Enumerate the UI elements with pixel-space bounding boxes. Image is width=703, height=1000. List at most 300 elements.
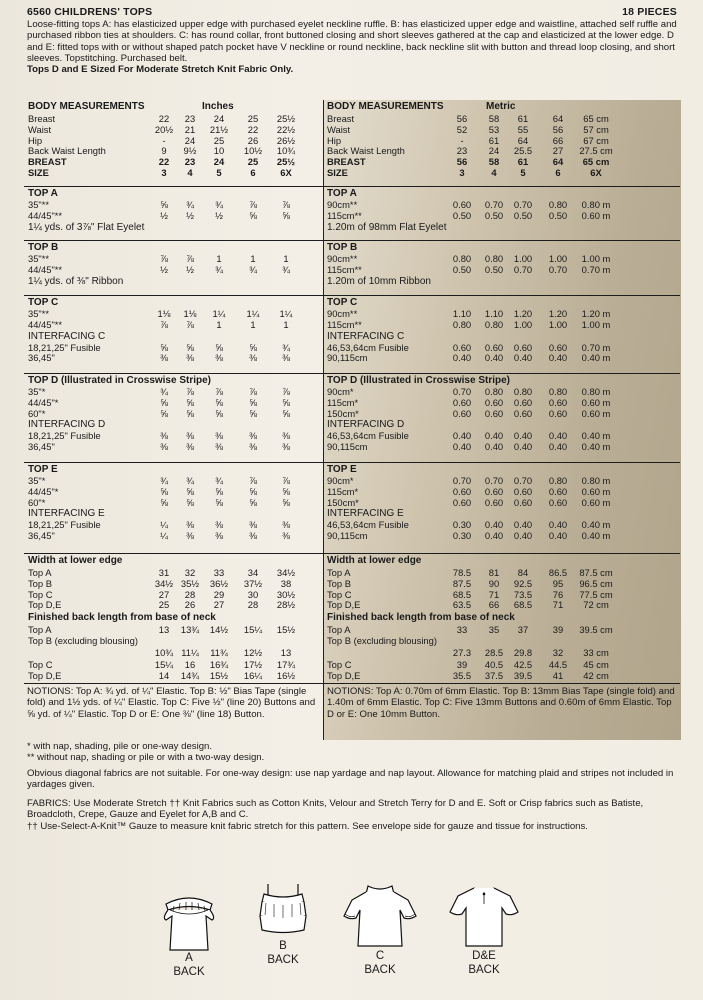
right-section-title: TOP D (Illustrated in Crosswise Stripe) <box>327 375 511 386</box>
row-value: 61 <box>517 113 529 124</box>
row-value: ½ <box>160 209 168 221</box>
row-value: 13 <box>280 647 292 658</box>
row-value: 0.50 <box>548 209 568 221</box>
row-value: ⅜ <box>249 530 257 542</box>
row-value: 16½ <box>276 670 296 681</box>
row-value: 0.80 <box>452 253 472 264</box>
figure-de-view: BACK <box>468 964 500 976</box>
row-value: 16 <box>184 659 196 670</box>
row-value: 28½ <box>276 599 296 611</box>
row-value: 0.70 <box>452 386 472 397</box>
row-label: SIZE <box>28 167 49 178</box>
row-value: ¾ <box>249 263 257 275</box>
right-yardage-row <box>327 475 682 486</box>
row-value: ⅝ <box>282 209 290 221</box>
row-label: 90cm* <box>327 386 354 397</box>
row-value: 90 <box>488 577 500 589</box>
row-value: 13¾ <box>180 624 200 635</box>
row-value: 0.60 <box>548 485 568 497</box>
row-label: Waist <box>327 123 351 135</box>
row-label: 35"** <box>28 308 50 319</box>
row-value: 0.70 m <box>581 263 611 275</box>
row-value: 0.60 <box>548 496 568 508</box>
right-width-title: Width at lower edge <box>327 555 422 566</box>
top-c-back-icon <box>340 880 420 952</box>
figure-b-letter: B <box>279 940 287 952</box>
row-value: 9½ <box>183 145 197 157</box>
left-length-title: Finished back length from base of neck <box>28 612 216 623</box>
row-value: ¼ <box>160 530 168 542</box>
right-interfacing-row <box>327 519 682 530</box>
divider <box>24 462 680 463</box>
row-value: ⅜ <box>160 430 168 442</box>
row-value: ¾ <box>215 199 223 210</box>
pieces-count: 18 PIECES <box>622 6 677 18</box>
row-label: 44/45"** <box>28 263 63 275</box>
row-value: 68.5 <box>513 599 533 611</box>
row-value: 4 <box>491 167 497 178</box>
figure-c-letter: C <box>375 950 385 962</box>
row-value: 0.40 <box>484 530 504 542</box>
row-label: 90,115cm <box>327 352 368 364</box>
row-label: 35"* <box>28 386 46 397</box>
right-width-row <box>327 599 682 610</box>
row-value: 17½ <box>243 659 263 670</box>
row-label: Breast <box>327 113 355 124</box>
row-value: 61 <box>488 134 500 146</box>
row-value: 14 <box>158 670 170 681</box>
top-a-back-icon <box>160 888 218 956</box>
row-value: 21½ <box>209 123 229 135</box>
row-label: 115cm** <box>327 209 362 221</box>
right-width-row <box>327 589 682 600</box>
row-value: 40.5 <box>484 659 504 670</box>
row-value: 0.60 <box>548 407 568 419</box>
row-value: ⅜ <box>186 430 194 442</box>
right-width-row <box>327 567 682 578</box>
row-value: 32 <box>552 647 564 658</box>
row-value: ⅝ <box>215 485 223 497</box>
row-value: ⅜ <box>215 430 223 442</box>
row-value: 65 cm <box>583 113 609 124</box>
figure-c-view: BACK <box>364 964 396 976</box>
row-label: Top B (excluding blousing) <box>327 635 437 646</box>
left-section-title: TOP C <box>28 297 59 308</box>
row-value: 1.20 m <box>581 308 611 319</box>
row-label: Waist <box>28 123 52 135</box>
row-value: 1 <box>283 253 289 264</box>
row-label: Breast <box>28 113 56 124</box>
row-value: 27.3 <box>452 647 472 658</box>
row-value: 1¼ <box>246 308 260 319</box>
row-value: 28.5 <box>484 647 504 658</box>
row-value: 4 <box>187 167 193 178</box>
divider <box>24 240 680 241</box>
right-width-row <box>327 578 682 589</box>
row-value: 0.70 <box>452 475 472 486</box>
row-value: 72 cm <box>583 599 609 611</box>
row-value: 53 <box>488 123 500 135</box>
row-value: 33 <box>456 624 468 635</box>
row-value: ⅝ <box>186 396 194 408</box>
row-value: 0.40 <box>484 430 504 442</box>
row-value: ⅝ <box>186 341 194 353</box>
row-value: ¾ <box>215 263 223 275</box>
row-value: 36½ <box>209 577 229 589</box>
row-value: 0.70 m <box>581 341 611 353</box>
row-value: ⅜ <box>282 352 290 364</box>
row-label: 90cm* <box>327 475 354 486</box>
right-yardage-row <box>327 253 682 264</box>
row-label: 35"** <box>28 199 50 210</box>
row-value: ⅜ <box>215 352 223 364</box>
row-value: 0.40 m <box>581 441 611 453</box>
row-value: ¾ <box>160 475 168 486</box>
right-yardage-row <box>327 264 682 275</box>
row-value: 6 <box>250 167 256 178</box>
row-value: 25.5 <box>513 145 533 157</box>
row-label: Top A <box>28 624 52 635</box>
row-value: ⅝ <box>249 407 257 419</box>
row-value: 42 cm <box>583 670 609 681</box>
figure-c-back <box>340 880 420 990</box>
row-value: 58 <box>488 113 500 124</box>
row-value: 0.40 m <box>581 530 611 542</box>
row-label: Top C <box>28 659 53 670</box>
right-interfacing-title: INTERFACING E <box>327 508 404 520</box>
row-value: 0.80 <box>513 386 533 397</box>
row-value: 27 <box>552 145 564 157</box>
left-section-title: TOP A <box>28 188 58 199</box>
right-yardage-row <box>327 386 682 397</box>
row-value: 39 <box>456 659 468 670</box>
row-value: 3 <box>161 167 167 178</box>
row-value: 37½ <box>243 577 263 589</box>
row-value: 0.30 <box>452 530 472 542</box>
row-value: 14¾ <box>180 670 200 681</box>
row-label: SIZE <box>327 167 348 178</box>
row-value: 1 <box>283 318 289 330</box>
row-label: 44/45"* <box>28 485 59 497</box>
row-value: 1 <box>250 318 256 330</box>
row-value: 56 <box>552 123 564 135</box>
row-value: 1 <box>216 318 222 330</box>
row-value: 27 <box>158 588 170 600</box>
right-length-row <box>327 670 682 681</box>
row-value: 0.40 <box>548 441 568 453</box>
row-value: 55 <box>517 123 529 135</box>
notions-inches: NOTIONS: Top A: ¾ yd. of ¼" Elastic. Top B: ½" Bias Tape (single fold) and 1½ yds. of ¼" Elastic. Top C: Five ½" (line 20) Buttons and ⅝ yd. of ¼" Elastic. Top D or E: One ⅜" (line 18) Button. <box>27 686 316 720</box>
row-value: ⅜ <box>282 519 290 531</box>
row-label: Top A <box>327 624 351 635</box>
row-value: 0.60 <box>548 396 568 408</box>
row-value: 1.10 <box>484 308 504 319</box>
row-value: 24 <box>213 113 225 124</box>
row-value: 35½ <box>180 577 200 589</box>
divider <box>24 373 680 374</box>
row-value: ⅜ <box>215 441 223 453</box>
right-section-extra: 1.20m of 98mm Flat Eyelet <box>327 221 447 233</box>
row-value: 0.80 <box>484 318 504 330</box>
row-value: 15¼ <box>243 624 263 635</box>
row-value: ⅜ <box>160 352 168 364</box>
row-value: 66 <box>488 599 500 611</box>
row-value: 0.60 <box>513 341 533 353</box>
row-value: ⅝ <box>282 496 290 508</box>
right-section-title: TOP C <box>327 297 358 308</box>
row-value: 0.60 m <box>581 485 611 497</box>
right-interfacing-title: INTERFACING D <box>327 419 405 431</box>
left-width-title: Width at lower edge <box>28 555 123 566</box>
row-value: 0.80 <box>484 253 504 264</box>
row-value: 0.50 <box>484 209 504 221</box>
row-value: 29 <box>213 588 225 600</box>
row-label: 46,53,64cm Fusible <box>327 519 409 531</box>
row-value: 25 <box>247 156 259 168</box>
row-value: 71 <box>488 588 500 600</box>
row-value: 24 <box>213 156 225 168</box>
left-section-title: TOP E <box>28 464 58 475</box>
row-value: 25½ <box>276 113 296 124</box>
row-value: 87.5 <box>452 577 472 589</box>
right-yardage-row <box>327 408 682 419</box>
row-value: 86.5 <box>548 567 568 578</box>
row-value: 0.70 <box>548 263 568 275</box>
row-value: 39.5 cm <box>579 624 613 635</box>
row-value: 1.00 <box>548 318 568 330</box>
row-value: 34 <box>247 567 259 578</box>
row-value: 16¾ <box>209 659 229 670</box>
row-value: 22 <box>158 156 170 168</box>
row-value: ¼ <box>160 519 168 531</box>
row-value: 39.5 <box>513 670 533 681</box>
row-value: 56 <box>456 156 468 168</box>
row-value: 0.80 <box>452 318 472 330</box>
row-value: 26 <box>184 599 196 611</box>
header <box>27 6 677 19</box>
description <box>27 19 679 75</box>
figure-a-letter: A <box>185 952 193 964</box>
row-label: Top B <box>28 577 52 589</box>
row-value: 32 <box>184 567 196 578</box>
row-value: 71 <box>552 599 564 611</box>
row-value: 57 cm <box>583 123 609 135</box>
fabrics-note: FABRICS: Use Moderate Stretch †† Knit Fabrics such as Cotton Knits, Velour and Stretch Terry for D and E. Soft or Crisp fabrics such as Batiste, Broadcloth, Crepe, Gauze and Eyelet for A,B and C. <box>27 798 644 821</box>
row-value: 0.60 m <box>581 407 611 419</box>
row-value: 15½ <box>209 670 229 681</box>
row-value: ⅞ <box>282 199 290 210</box>
row-label: 44/45"** <box>28 318 63 330</box>
row-value: ⅜ <box>215 530 223 542</box>
row-value: 3 <box>459 167 465 178</box>
row-value: ⅞ <box>186 386 194 397</box>
diagonal-note: Obvious diagonal fabrics are not suitable. For one-way design: use nap yardage and nap layout. Allowance for matching plaid and stripes not included in yardages given. <box>27 768 674 791</box>
row-value: 0.50 <box>484 263 504 275</box>
row-value: ¾ <box>186 475 194 486</box>
row-value: 0.40 m <box>581 519 611 531</box>
right-yardage-row <box>327 486 682 497</box>
row-value: 0.60 m <box>581 396 611 408</box>
row-value: 0.60 <box>452 407 472 419</box>
row-value: 0.40 <box>452 430 472 442</box>
row-value: 20½ <box>154 123 174 135</box>
row-value: 23 <box>184 113 196 124</box>
row-label: 115cm* <box>327 485 359 497</box>
left-body-unit: Inches <box>202 101 234 112</box>
row-value: ⅝ <box>160 407 168 419</box>
row-value: ⅜ <box>249 441 257 453</box>
row-label: Top A <box>28 567 52 578</box>
row-value: 35.5 <box>452 670 472 681</box>
row-value: 37 <box>517 624 529 635</box>
row-value: 0.60 m <box>581 496 611 508</box>
row-value: ⅜ <box>249 519 257 531</box>
row-value: ⅝ <box>160 199 168 210</box>
row-value: 23 <box>456 145 468 157</box>
row-value: 0.60 <box>484 496 504 508</box>
row-value: 0.80 m <box>581 386 611 397</box>
row-value: 1¼ <box>279 308 293 319</box>
row-value: ⅜ <box>186 352 194 364</box>
row-value: 1 <box>216 253 222 264</box>
right-yardage-row <box>327 199 682 210</box>
right-body-row <box>327 135 682 146</box>
row-value: 0.50 <box>452 209 472 221</box>
top-de-back-icon <box>446 880 522 952</box>
footnote-no-nap: ** without nap, shading or pile or with a two-way design. <box>27 752 265 763</box>
row-value: 27 <box>213 599 225 611</box>
row-value: 21 <box>184 123 196 135</box>
right-interfacing-row <box>327 441 682 452</box>
top-b-back-icon <box>254 880 312 942</box>
right-interfacing-title: INTERFACING C <box>327 330 405 342</box>
row-value: - <box>162 134 166 146</box>
row-value: 0.40 <box>452 352 472 364</box>
row-value: 35 <box>488 624 500 635</box>
row-value: ½ <box>186 263 194 275</box>
row-value: ¾ <box>282 263 290 275</box>
row-value: ⅝ <box>282 407 290 419</box>
description-text: Loose-fitting tops A: has elasticized upper edge with purchased eyelet neckline ruffle. B: has elasticized upper edge and waistline, attached self ruffle and purchased ribbon ties at shoulders. C: has round collar, front buttoned closing and short sleeves gathered at the cap and elasticized at the lower edge. D and E: fitted tops with or without shaped patch pocket have V neckline or round neckline, back neckline slit with button and thread loop closing, and short sleeves. Topstitching. Purchased belt. <box>27 19 677 64</box>
row-value: 22½ <box>276 123 296 135</box>
divider <box>24 553 680 554</box>
row-value: ⅞ <box>186 318 194 330</box>
row-value: 0.40 <box>548 519 568 531</box>
row-label: Top D,E <box>28 599 62 611</box>
right-length-title: Finished back length from base of neck <box>327 612 515 623</box>
row-value: ¾ <box>160 386 168 397</box>
row-value: 0.60 <box>452 199 472 210</box>
row-value: 6X <box>280 167 292 178</box>
row-value: 15¼ <box>154 659 174 670</box>
row-value: ⅝ <box>160 496 168 508</box>
row-value: ⅜ <box>249 430 257 442</box>
row-value: 0.40 m <box>581 430 611 442</box>
row-value: 0.70 <box>484 475 504 486</box>
row-value: 92.5 <box>513 577 533 589</box>
right-body-row <box>327 113 682 124</box>
row-value: 34½ <box>276 567 296 578</box>
row-value: 0.40 <box>548 530 568 542</box>
row-value: 17¾ <box>276 659 296 670</box>
row-value: 25 <box>247 113 259 124</box>
row-label: 115cm* <box>327 396 359 408</box>
row-label: Top C <box>327 588 352 600</box>
divider <box>24 683 680 684</box>
row-label: Top C <box>28 588 53 600</box>
row-value: 64 <box>517 134 529 146</box>
row-label: Top D,E <box>327 670 361 681</box>
row-value: 0.40 <box>513 430 533 442</box>
row-label: 90cm** <box>327 199 358 210</box>
row-label: 150cm* <box>327 496 359 508</box>
row-value: 0.80 m <box>581 199 611 210</box>
divider <box>24 295 680 296</box>
row-label: 115cm** <box>327 318 362 330</box>
row-value: 0.60 <box>484 341 504 353</box>
row-value: 58 <box>488 156 500 168</box>
row-value: 0.40 <box>513 530 533 542</box>
right-body-row <box>327 167 682 178</box>
left-body-title: BODY MEASUREMENTS <box>28 101 145 112</box>
right-yardage-row <box>327 319 682 330</box>
right-length-row <box>327 659 682 670</box>
row-value: 6X <box>590 167 602 178</box>
row-value: 37.5 <box>484 670 504 681</box>
right-body-unit: Metric <box>486 101 516 112</box>
row-value: 45 cm <box>583 659 609 670</box>
right-interfacing-row <box>327 342 682 353</box>
row-value: 52 <box>456 123 468 135</box>
row-label: 35"** <box>28 253 50 264</box>
row-value: 30 <box>247 588 259 600</box>
row-value: 23 <box>184 156 196 168</box>
row-value: ½ <box>186 209 194 221</box>
row-value: 0.40 <box>548 430 568 442</box>
figure-de-back <box>446 880 522 990</box>
row-label: 18,21,25" Fusible <box>28 519 101 531</box>
row-value: 0.40 <box>513 441 533 453</box>
figure-b-back <box>254 880 312 980</box>
row-label: BREAST <box>327 156 366 168</box>
row-value: 1.00 <box>513 253 533 264</box>
row-value: ⅞ <box>249 199 257 210</box>
row-value: 31 <box>158 567 170 578</box>
row-value: 1 <box>250 253 256 264</box>
right-body-row <box>327 156 682 167</box>
figure-de-letter: D&E <box>472 950 496 962</box>
right-length-row <box>327 635 682 646</box>
row-value: 0.80 <box>548 199 568 210</box>
row-label: 18,21,25" Fusible <box>28 430 101 442</box>
row-value: 1.00 m <box>581 318 611 330</box>
description-bold: Tops D and E Sized For Moderate Stretch Knit Fabric Only. <box>27 64 294 76</box>
row-value: 0.60 <box>452 396 472 408</box>
row-value: 39 <box>552 624 564 635</box>
right-interfacing-row <box>327 530 682 541</box>
row-value: ⅝ <box>215 407 223 419</box>
row-label: 44/45"** <box>28 209 63 221</box>
row-value: 11¾ <box>210 647 228 658</box>
row-value: 96.5 cm <box>579 577 613 589</box>
left-interfacing-title: INTERFACING C <box>28 330 106 342</box>
row-value: 76 <box>552 588 564 600</box>
row-label: 60"* <box>28 407 46 419</box>
row-value: ⅝ <box>186 485 194 497</box>
row-value: 0.80 <box>548 386 568 397</box>
row-value: 0.50 <box>513 209 533 221</box>
left-section-extra: 1¼ yds. of ⅜" Ribbon <box>28 275 124 287</box>
